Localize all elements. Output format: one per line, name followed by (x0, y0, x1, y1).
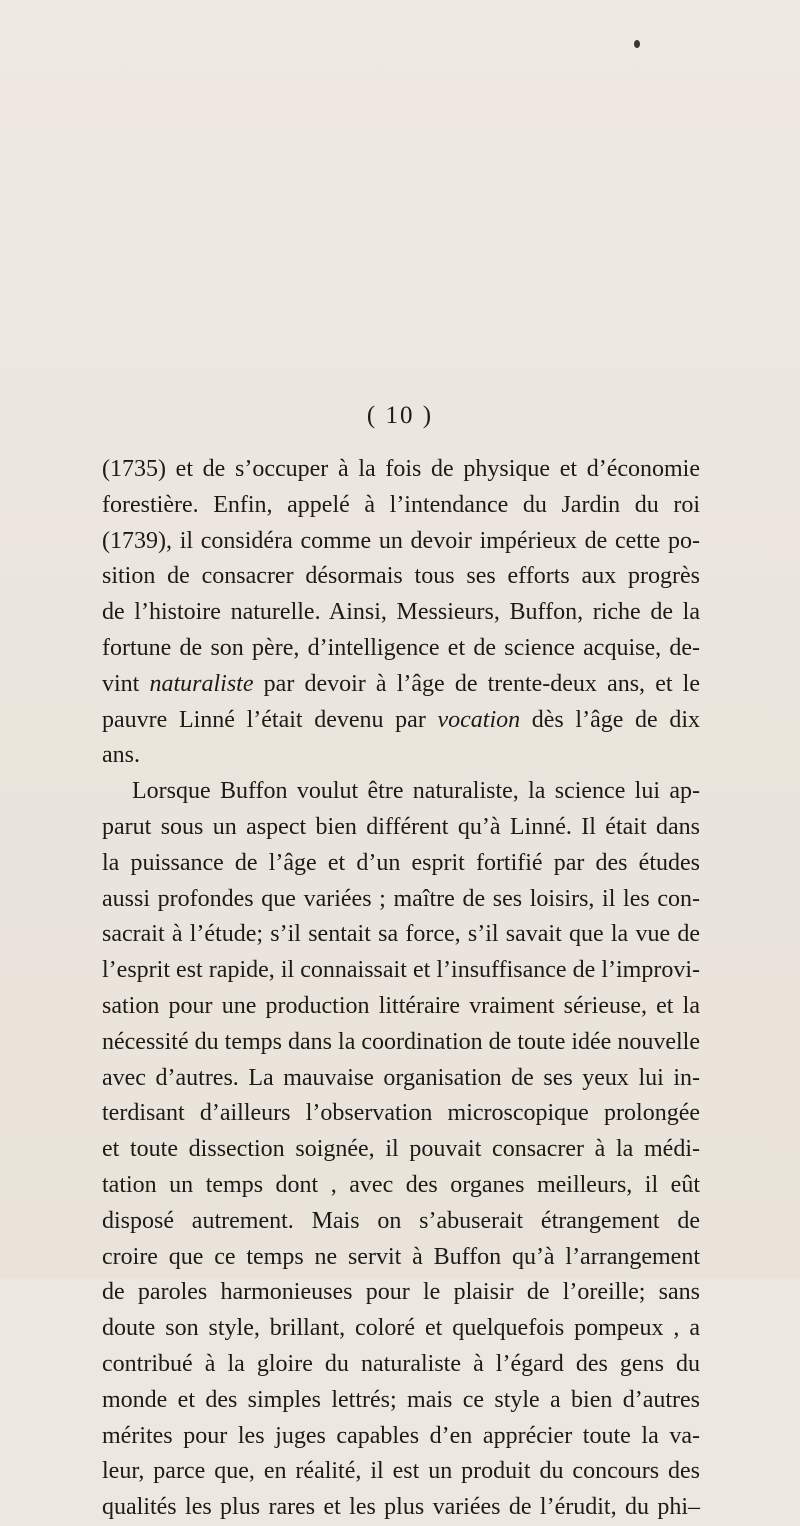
text-line (102, 703, 700, 739)
text-line: contribué à la gloire du naturaliste à l’égard des gens du (102, 1350, 700, 1377)
text-line: monde et des simples lettrés; mais ce style a bien d’autres (102, 1386, 700, 1413)
text-line: mérites pour les juges capables d’en apprécier toute la va- (102, 1422, 700, 1449)
body-text (102, 452, 700, 1526)
text-line: disposé autrement. Mais on s’abuserait étrangement de (102, 1207, 700, 1234)
text-line: forestière. Enfin, appelé à l’intendance du Jardin du roi (102, 491, 700, 518)
page-number: ( 10 ) (366, 402, 434, 429)
text-line: Lorsque Buffon voulut être naturaliste, la science lui ap- (132, 778, 700, 805)
text-line: doute son style, brillant, coloré et quelquefois pompeux , a (102, 1315, 700, 1342)
text-line: croire que ce temps ne servit à Buffon qu’à l’arrangement (102, 1243, 700, 1270)
text-line: nécessité du temps dans la coordination de toute idée nouvelle (102, 1028, 700, 1055)
text-segment: vint (102, 670, 150, 697)
ink-speck (634, 40, 640, 48)
italic-term: naturaliste (149, 670, 254, 697)
text-line: qualités les plus rares et les plus variées de l’érudit, du phi– (102, 1494, 700, 1521)
text-line: parut sous un aspect bien différent qu’à Linné. Il était dans (102, 813, 700, 840)
text-line: leur, parce que, en réalité, il est un produit du concours des (102, 1458, 700, 1485)
text-line: (1739), il considéra comme un devoir impérieux de cette po- (102, 527, 700, 554)
text-line: sation pour une production littéraire vraiment sérieuse, et la (102, 992, 700, 1019)
text-line: fortune de son père, d’intelligence et de science acquise, de- (102, 634, 700, 661)
text-line: aussi profondes que variées ; maître de ses loisirs, il les con- (102, 885, 700, 912)
text-line: l’esprit est rapide, il connaissait et l’insuffisance de l’improvi- (102, 957, 700, 984)
text-line: de paroles harmonieuses pour le plaisir de l’oreille; sans (102, 1279, 700, 1306)
text-segment: pauvre Linné l’était devenu par (102, 706, 438, 733)
text-line: ans. (102, 742, 140, 769)
text-segment: dès l’âge de dix (520, 706, 700, 733)
text-line: sition de consacrer désormais tous ses efforts aux progrès (102, 563, 700, 590)
text-line: tation un temps dont , avec des organes meilleurs, il eût (102, 1171, 700, 1198)
text-line: (1735) et de s’occuper à la fois de physique et d’économie (102, 456, 700, 482)
text-line: sacrait à l’étude; s’il sentait sa force, s’il savait que la vue de (102, 921, 700, 948)
italic-term: vocation (437, 706, 521, 733)
text-line: terdisant d’ailleurs l’observation microscopique prolongée (102, 1100, 700, 1127)
text-line (102, 667, 700, 703)
text-line: la puissance de l’âge et d’un esprit fortifié par des études (102, 849, 700, 876)
text-line: et toute dissection soignée, il pouvait consacrer à la médi- (102, 1136, 700, 1163)
text-line: de l’histoire naturelle. Ainsi, Messieurs, Buffon, riche de la (102, 599, 700, 626)
text-line: avec d’autres. La mauvaise organisation de ses yeux lui in- (102, 1064, 700, 1091)
text-segment: par devoir à l’âge de trente-deux ans, et le (253, 670, 701, 697)
